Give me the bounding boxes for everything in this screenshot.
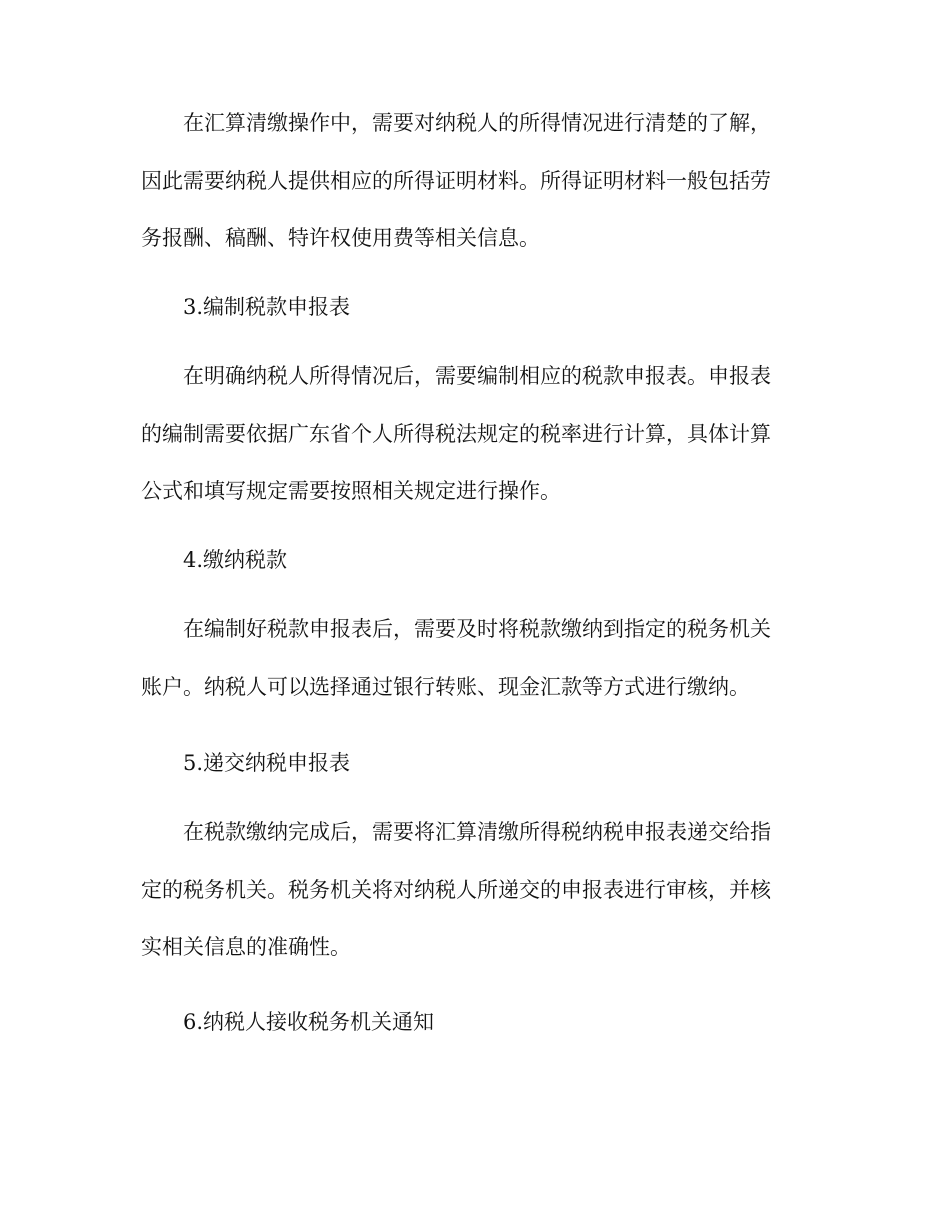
section-heading: 4.缴纳税款 [183,548,288,572]
section-heading: 6.纳税人接收税务机关通知 [183,1010,435,1034]
paragraph-line: 定的税务机关。税务机关将对纳税人所递交的申报表进行审核，并核 [141,878,771,902]
paragraph-line: 在明确纳税人所得情况后，需要编制相应的税款申报表。申报表 [183,364,771,388]
paragraph-line: 公式和填写规定需要按照相关规定进行操作。 [141,479,561,503]
paragraph-line: 实相关信息的准确性。 [141,935,351,959]
paragraph-line: 在税款缴纳完成后，需要将汇算清缴所得税纳税申报表递交给指 [183,820,771,844]
paragraph-line: 的编制需要依据广东省个人所得税法规定的税率进行计算，具体计算 [141,422,771,446]
section-heading: 5.递交纳税申报表 [183,751,351,775]
paragraph-line: 因此需要纳税人提供相应的所得证明材料。所得证明材料一般包括劳 [141,169,771,193]
paragraph-line: 务报酬、稿酬、特许权使用费等相关信息。 [141,226,540,250]
paragraph-line: 账户。纳税人可以选择通过银行转账、现金汇款等方式进行缴纳。 [141,675,750,699]
paragraph-line: 在汇算清缴操作中，需要对纳税人的所得情况进行清楚的了解， [183,111,771,135]
paragraph-line: 在编制好税款申报表后，需要及时将税款缴纳到指定的税务机关 [183,617,771,641]
section-heading: 3.编制税款申报表 [183,295,351,319]
